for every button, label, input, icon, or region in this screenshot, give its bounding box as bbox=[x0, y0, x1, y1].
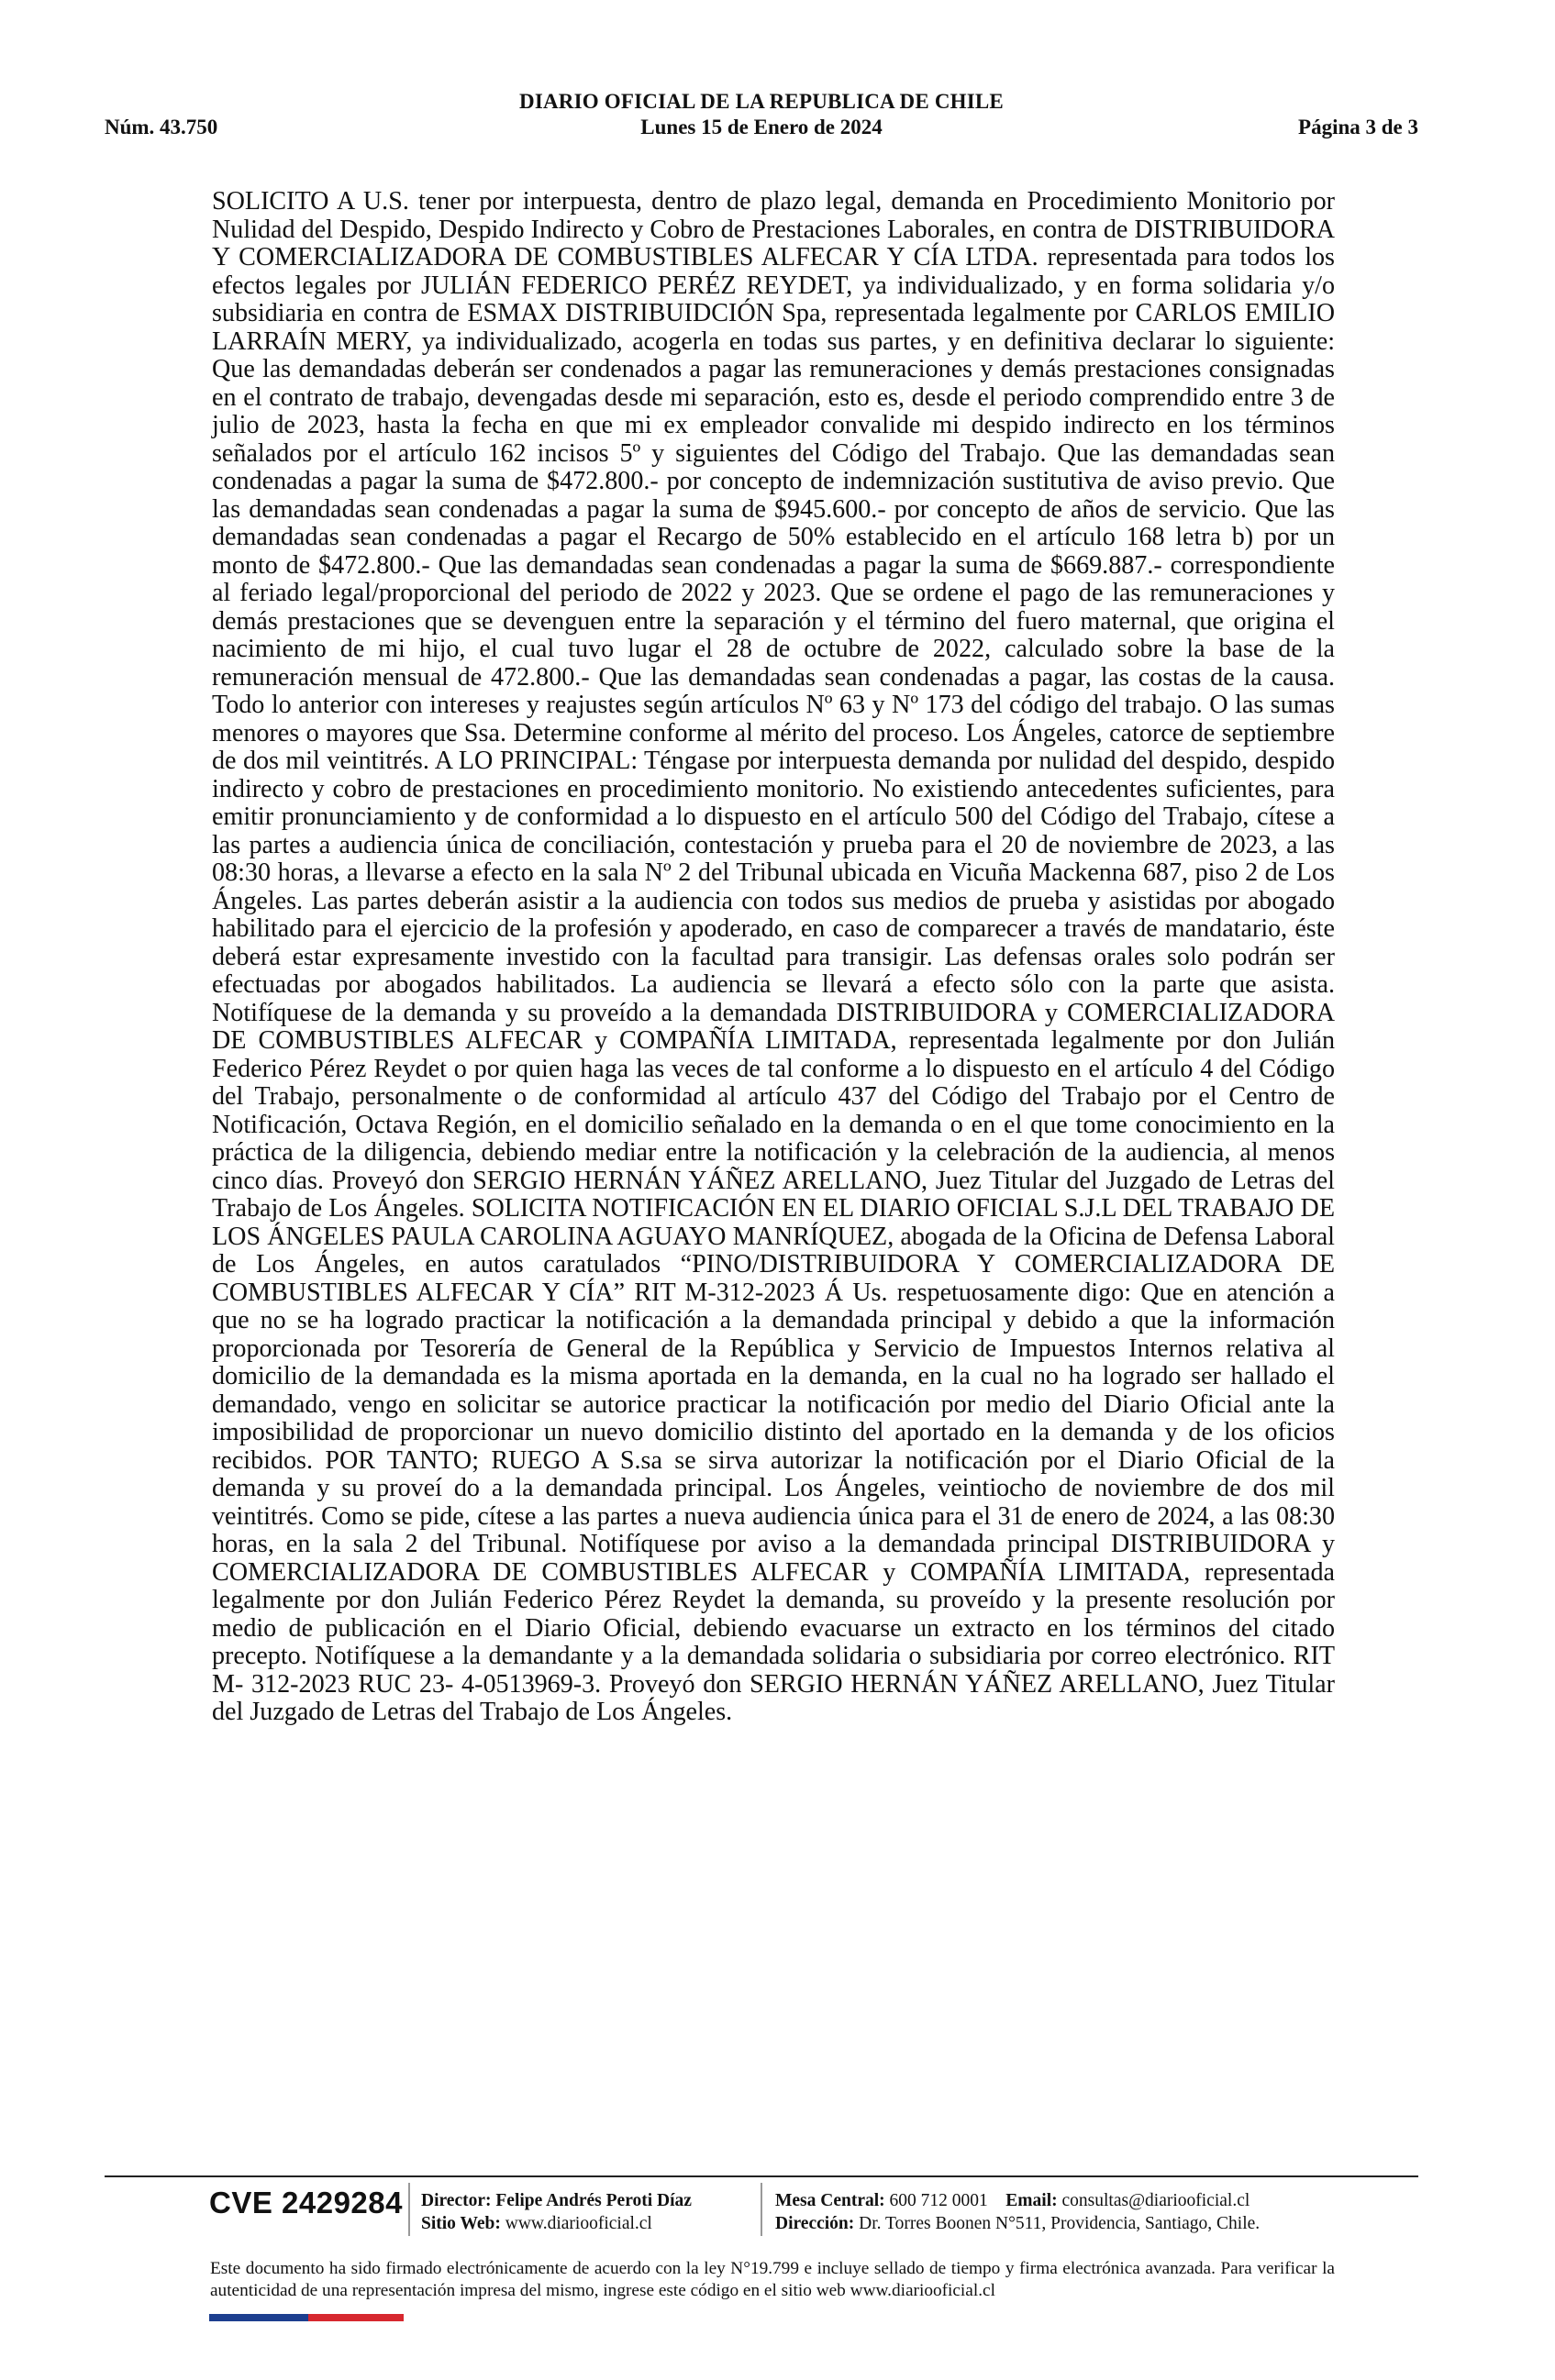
email-link[interactable]: consultas@diariooficial.cl bbox=[1061, 2191, 1250, 2210]
issue-number: Núm. 43.750 bbox=[105, 116, 218, 138]
director-label: Director: bbox=[421, 2191, 492, 2210]
phone-number: 600 712 0001 bbox=[889, 2191, 988, 2210]
website-link[interactable]: www.diariooficial.cl bbox=[505, 2214, 652, 2233]
phone-label: Mesa Central: bbox=[775, 2191, 885, 2210]
director-line bbox=[421, 2189, 692, 2212]
electronic-signature-notice: Este documento ha sido firmado electrónicamente de acuerdo con la ley N°19.799 e incluye sellado de tiempo y firma electrónica avanzada. Para verificar la autenticidad de una representación impresa del mismo, ingrese este código en el sitio web www.diariooficial.cl bbox=[210, 2259, 1335, 2300]
email-label: Email: bbox=[1005, 2191, 1058, 2210]
footer-separator bbox=[408, 2183, 410, 2236]
address-label: Dirección: bbox=[775, 2214, 855, 2233]
flag-stripe-red bbox=[308, 2314, 404, 2321]
document-body bbox=[212, 188, 1335, 1727]
body-paragraph: SOLICITO A U.S. tener por interpuesta, dentro de plazo legal, demanda en Procedimiento Monitorio por Nulidad del Despido, Despido Indirecto y Cobro de Prestaciones Laborales, en contra de DISTRIBUIDORA Y COMERCIALIZADORA DE COMBUSTIBLES ALFECAR Y CÍA LTDA. representada para todos los efectos legales por JULIÁN FEDERICO PERÉZ REYDET, ya individualizado, y en forma solidaria y/o subsidiaria en contra de ESMAX DISTRIBUIDCIÓN Spa, representada legalmente por CARLOS EMILIO LARRAÍN MERY, ya individualizado, acogerla en todas sus partes, y en definitiva declarar lo siguiente: Que las demandadas deberán ser condenados a pagar las remuneraciones y demás prestaciones consignadas en el contrato de trabajo, devengadas desde mi separación, esto es, desde el periodo comprendido entre 3 de julio de 2023, hasta la fecha en que mi ex empleador convalide mi despido indirecto en los términos señalados por el artículo 162 incisos 5º y siguientes del Código del Trabajo. Que las demandadas sean condenadas a pagar la suma de $472.800.- por concepto de indemnización sustitutiva de aviso previo. Que las demandadas sean condenadas a pagar la suma de $945.600.- por concepto de años de servicio. Que las demandadas sean condenadas a pagar el Recargo de 50% establecido en el artículo 168 letra b) por un monto de $472.800.- Que las demandadas sean condenadas a pagar la suma de $669.887.- correspondiente al feriado legal/proporcional del periodo de 2022 y 2023. Que se ordene el pago de las remuneraciones y demás prestaciones que se devenguen entre la separación y el término del fuero maternal, que origina el nacimiento de mi hijo, el cual tuvo lugar el 28 de octubre de 2022, calculado sobre la base de la remuneración mensual de 472.800.- Que las demandadas sean condenadas a pagar, las costas de la causa. Todo lo anterior con intereses y reajustes según artículos Nº 63 y Nº 173 del código del trabajo. O las sumas menores o mayores que Ssa. Determine conforme al mérito del proceso. Los Ángeles, catorce de septiembre de dos mil veintitrés. A LO PRINCIPAL: Téngase por interpuesta demanda por nulidad del despido, despido indirecto y cobro de prestaciones en procedimiento monitorio. No existiendo antecedentes suficientes, para emitir pronunciamiento y de conformidad a lo dispuesto en el artículo 500 del Código del Trabajo, cítese a las partes a audiencia única de conciliación, contestación y prueba para el 20 de noviembre de 2023, a las 08:30 horas, a llevarse a efecto en la sala Nº 2 del Tribunal ubicada en Vicuña Mackenna 687, piso 2 de Los Ángeles. Las partes deberán asistir a la audiencia con todos sus medios de prueba y asistidas por abogado habilitado para el ejercicio de la profesión y apoderado, en caso de comparecer a través de mandatario, éste deberá estar expresamente investido con la facultad para transigir. Las defensas orales solo podrán ser efectuadas por abogados habilitados. La audiencia se llevará a efecto sólo con la parte que asista. Notifíquese de la demanda y su proveído a la demandada DISTRIBUIDORA y COMERCIALIZADORA DE COMBUSTIBLES ALFECAR y COMPAÑÍA LIMITADA, representada legalmente por don Julián Federico Pérez Reydet o por quien haga las veces de tal conforme a lo dispuesto en el artículo 4 del Código del Trabajo, personalmente o de conformidad al artículo 437 del Código del Trabajo por el Centro de Notificación, Octava Región, en el domicilio señalado en la demanda o en el que tome conocimiento en la práctica de la diligencia, debiendo mediar entre la notificación y la celebración de la audiencia, al menos cinco días. Proveyó don SERGIO HERNÁN YÁÑEZ ARELLANO, Juez Titular del Juzgado de Letras del Trabajo de Los Ángeles. SOLICITA NOTIFICACIÓN EN EL DIARIO OFICIAL S.J.L DEL TRABAJO DE LOS ÁNGELES PAULA CAROLINA AGUAYO MANRÍQUEZ, abogada de la Oficina de Defensa Laboral de Los Ángeles, en autos caratulados “PINO/DISTRIBUIDORA Y COMERCIALIZADORA DE COMBUSTIBLES ALFECAR Y CÍA” RIT M-312-2023 Á Us. respetuosamente digo: Que en atención a que no se ha logrado practicar la notificación a la demandada principal y debido a que la información proporcionada por Tesorería de General de la República y Servicio de Impuestos Internos relativa al domicilio de la demandada es la misma aportada en la demanda, en la cual no ha logrado ser hallado el demandado, vengo en solicitar se autorice practicar la notificación por medio del Diario Oficial ante la imposibilidad de proporcionar un nuevo domicilio distinto del aportado en la demanda y de los oficios recibidos. POR TANTO; RUEGO A S.sa se sirva autorizar la notificación por el Diario Oficial de la demanda y su proveí do a la demandada principal. Los Ángeles, veintiocho de noviembre de dos mil veintitrés. Como se pide, cítese a las partes a nueva audiencia única para el 31 de enero de 2024, a las 08:30 horas, en la sala 2 del Tribunal. Notifíquese por aviso a la demandada principal DISTRIBUIDORA y COMERCIALIZADORA DE COMBUSTIBLES ALFECAR y COMPAÑÍA LIMITADA, representada legalmente por don Julián Federico Pérez Reydet la demanda, su proveído y la presente resolución por medio de publicación en el Diario Oficial, debiendo evacuarse un extracto en los términos del citado precepto. Notifíquese a la demandante y a la demandada solidaria o subsidiaria por correo electrónico. RIT M- 312-2023 RUC 23- 4-0513969-3. Proveyó don SERGIO HERNÁN YÁÑEZ ARELLANO, Juez Titular del Juzgado de Letras del Trabajo de Los Ángeles. bbox=[212, 187, 1335, 1726]
website-label: Sitio Web: bbox=[421, 2214, 501, 2233]
issue-date: Lunes 15 de Enero de 2024 bbox=[640, 116, 883, 138]
contact-line bbox=[775, 2189, 1260, 2212]
website-line bbox=[421, 2212, 692, 2235]
flag-stripe-blue bbox=[209, 2314, 308, 2321]
publication-title: DIARIO OFICIAL DE LA REPUBLICA DE CHILE bbox=[519, 90, 1004, 113]
cve-code: CVE 2429284 bbox=[209, 2186, 403, 2219]
director-name: Felipe Andrés Peroti Díaz bbox=[495, 2191, 692, 2210]
footer-separator bbox=[761, 2183, 762, 2236]
page-indicator: Página 3 de 3 bbox=[1298, 116, 1418, 138]
director-block bbox=[421, 2189, 692, 2235]
footer-divider bbox=[105, 2175, 1418, 2177]
header-row bbox=[105, 116, 1418, 143]
contact-block bbox=[775, 2189, 1260, 2235]
address-line bbox=[775, 2212, 1260, 2235]
page-header bbox=[105, 90, 1418, 145]
address-text: Dr. Torres Boonen N°511, Providencia, Santiago, Chile. bbox=[859, 2214, 1261, 2233]
